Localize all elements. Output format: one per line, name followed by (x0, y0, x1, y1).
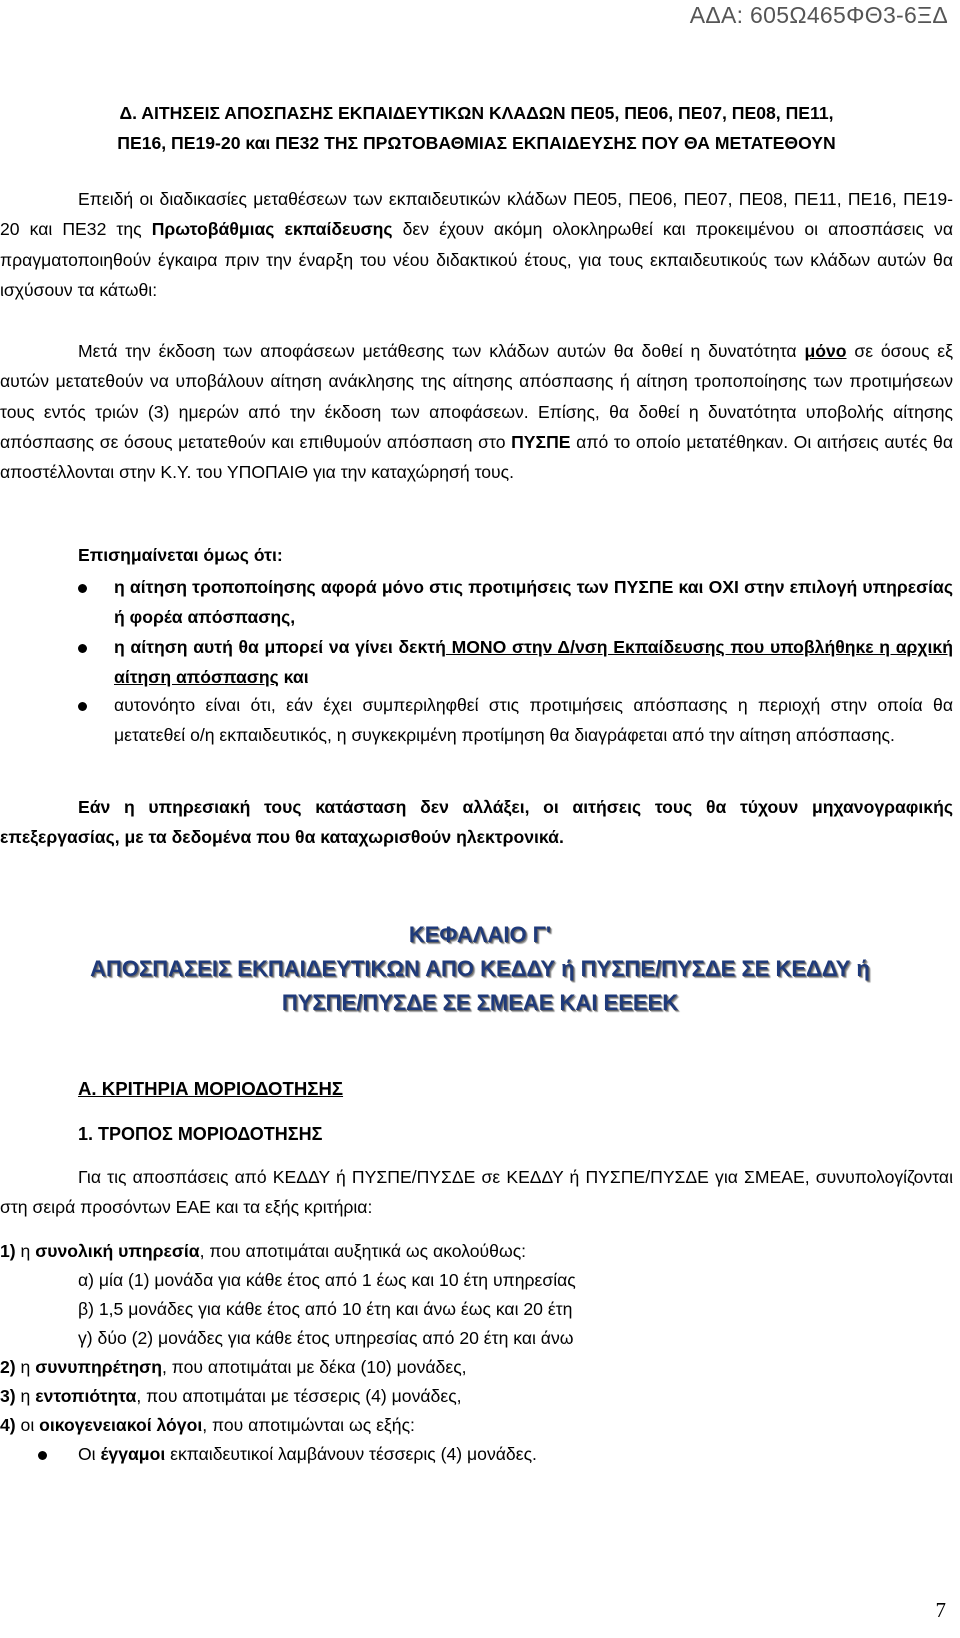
criterion-4-bullet (0, 1439, 953, 1469)
page-number: 7 (935, 1598, 946, 1622)
paragraph-intro-bold: Πρωτοβάθμιας εκπαίδευσης (151, 219, 393, 240)
criterion-4-bullet-text: Οι έγγαμοι εκπαιδευτικοί λαμβάνουν τέσσερις (4) μονάδες. (78, 1444, 537, 1464)
note-label (78, 540, 283, 570)
bullet-icon (78, 702, 87, 711)
criterion-2: 2) η συνυπηρέτηση, που αποτιμάται με δέκα (10) μονάδες, (0, 1357, 467, 1377)
paragraph-intro-text-c: δεν έχουν ακόμη ολοκληρωθεί και προκειμένου οι αποσπάσεις να πραγματοποιηθούν έγκαιρα πριν την έναρξη του νέου διδακτικού έτους, για τους εκπαιδευτικούς των κλάδων αυτών θα ισχύσουν τα κάτωθι: (0, 219, 953, 300)
bullet-icon (78, 584, 87, 593)
bullet-item-1-text: η αίτηση τροποποίησης αφορά μόνο στις προτιμήσεις των ΠΥΣΠΕ και ΟΧΙ στην επιλογή υπηρεσίας ή φορέα απόσπασης, (114, 577, 953, 628)
bullet-item-3-text: αυτονόητο είναι ότι, εάν έχει συμπεριληφθεί στις προτιμήσεις απόσπασης η περιοχή στην οποία θα μετατεθεί ο/η εκπαιδευτικός, η συγκεκριμένη προτίμηση θα διαγράφεται από την αίτηση απόσπασης. (114, 695, 953, 746)
criterion-1-c: γ) δύο (2) μονάδες για κάθε έτος υπηρεσίας από 20 έτη και άνω (78, 1328, 574, 1348)
chapter-subtitle-line2: ΠΥΣΠΕ/ΠΥΣΔΕ ΣΕ ΣΜΕΑΕ ΚΑΙ ΕΕΕΕΚ (281, 990, 679, 1015)
bullet-item-2-text: η αίτηση αυτή θα μπορεί να γίνει δεκτή ΜΟΝΟ στην Δ/νση Εκπαίδευσης που υποβλήθηκε η αρχική αίτηση απόσπασης και (114, 637, 953, 688)
section-d-title-line1: Δ. ΑΙΤΗΣΕΙΣ ΑΠΟΣΠΑΣΗΣ ΕΚΠΑΙΔΕΥΤΙΚΩΝ ΚΛΑΔΩΝ ΠΕ05, ΠΕ06, ΠΕ07, ΠΕ08, ΠΕ11, (119, 103, 834, 123)
bullet-icon (78, 644, 87, 653)
bullet-item-2 (0, 632, 953, 693)
section-d-title (0, 98, 953, 158)
paragraph-closing (0, 792, 953, 853)
paragraph-closing-text: Εάν η υπηρεσιακή τους κατάσταση δεν αλλάξει, οι αιτήσεις τους θα τύχουν μηχανογραφικής επεξεργασίας, με τα δεδομένα που θα καταχωρισθούν ηλεκτρονικά. (0, 797, 953, 848)
chapter-subtitle-line1: ΑΠΟΣΠΑΣΕΙΣ ΕΚΠΑΙΔΕΥΤΙΚΩΝ ΑΠΟ ΚΕΔΔΥ ή ΠΥΣΠΕ/ΠΥΣΔΕ ΣΕ ΚΕΔΔΥ ή (90, 956, 870, 981)
paragraph-procedure-pyspe: ΠΥΣΠΕ (511, 431, 571, 452)
paragraph-procedure-text-c: σε όσους εξ αυτών μετατεθούν να υποβάλουν αίτηση ανάκλησης της αίτησης απόσπασης ή αίτηση τροποποίησης των προτιμήσεων τους εντός τριών (3) ημερών από την έκδοση των αποφάσεων. Επίσης, θα δοθεί η δυνατότητα υποβολής αίτησης απόσπασης σε όσους μετατεθούν και επιθυμούν απόσπαση στο (0, 341, 953, 452)
paragraph-intro-text-a: Επειδή οι διαδικασίες μεταθέσεων των εκπαιδευτικών κλάδων ΠΕ05, ΠΕ06, ΠΕ07, ΠΕ08, ΠΕ11, ΠΕ16, ΠΕ19-20 και ΠΕ32 της (0, 189, 953, 240)
note-label-text: Επισημαίνεται όμως ότι: (78, 545, 283, 565)
bullet-item-3 (0, 690, 953, 751)
ada-code: ΑΔΑ: 605Ω465ΦΘ3-6ΞΔ (689, 2, 948, 28)
criterion-1: 1) η συνολική υπηρεσία, που αποτιμάται αυξητικά ως ακολούθως: (0, 1241, 527, 1261)
paragraph-procedure (0, 336, 953, 487)
paragraph-procedure-text-e: από το οποίο μετατέθηκαν. Οι αιτήσεις αυτές θα αποστέλλονται στην Κ.Υ. του ΥΠΟΠΑΙΘ για την καταχώρησή τους. (0, 431, 953, 483)
chapter-title: ΚΕΦΑΛΑΙΟ Γ' (408, 922, 552, 947)
criteria-heading: Α. ΚΡΙΤΗΡΙΑ ΜΟΡΙΟΔΟΤΗΣΗΣ (78, 1078, 344, 1099)
paragraph-intro (0, 184, 953, 305)
criterion-3: 3) η εντοπιότητα, που αποτιμάται με τέσσερις (4) μονάδες, (0, 1386, 462, 1406)
scoring-method-heading: 1. ΤΡΟΠΟΣ ΜΟΡΙΟΔΟΤΗΣΗΣ (78, 1124, 323, 1144)
criterion-4: 4) οι οικογενειακοί λόγοι, που αποτιμώνται ως εξής: (0, 1415, 415, 1435)
bullet-icon (38, 1451, 47, 1460)
bullet-item-1 (0, 572, 953, 633)
paragraph-procedure-text-a: Μετά την έκδοση των αποφάσεων μετάθεσης των κλάδων αυτών θα δοθεί η δυνατότητα (78, 341, 805, 361)
criterion-1-a: α) μία (1) μονάδα για κάθε έτος από 1 έως και 10 έτη υπηρεσίας (78, 1270, 576, 1290)
criterion-1-b: β) 1,5 μονάδες για κάθε έτος από 10 έτη και άνω έως και 20 έτη (78, 1299, 573, 1319)
criteria-intro: Για τις αποσπάσεις από ΚΕΔΔΥ ή ΠΥΣΠΕ/ΠΥΣΔΕ σε ΚΕΔΔΥ ή ΠΥΣΠΕ/ΠΥΣΔΕ για ΣΜΕΑΕ, συνυπολογίζονται στη σειρά προσόντων ΕΑΕ και τα εξής κριτήρια: (0, 1167, 953, 1218)
paragraph-procedure-only: μόνο (804, 341, 847, 361)
section-d-title-line2: ΠΕ16, ΠΕ19-20 και ΠΕ32 ΤΗΣ ΠΡΩΤΟΒΑΘΜΙΑΣ ΕΚΠΑΙΔΕΥΣΗΣ ΠΟΥ ΘΑ ΜΕΤΑΤΕΘΟΥΝ (117, 133, 836, 153)
